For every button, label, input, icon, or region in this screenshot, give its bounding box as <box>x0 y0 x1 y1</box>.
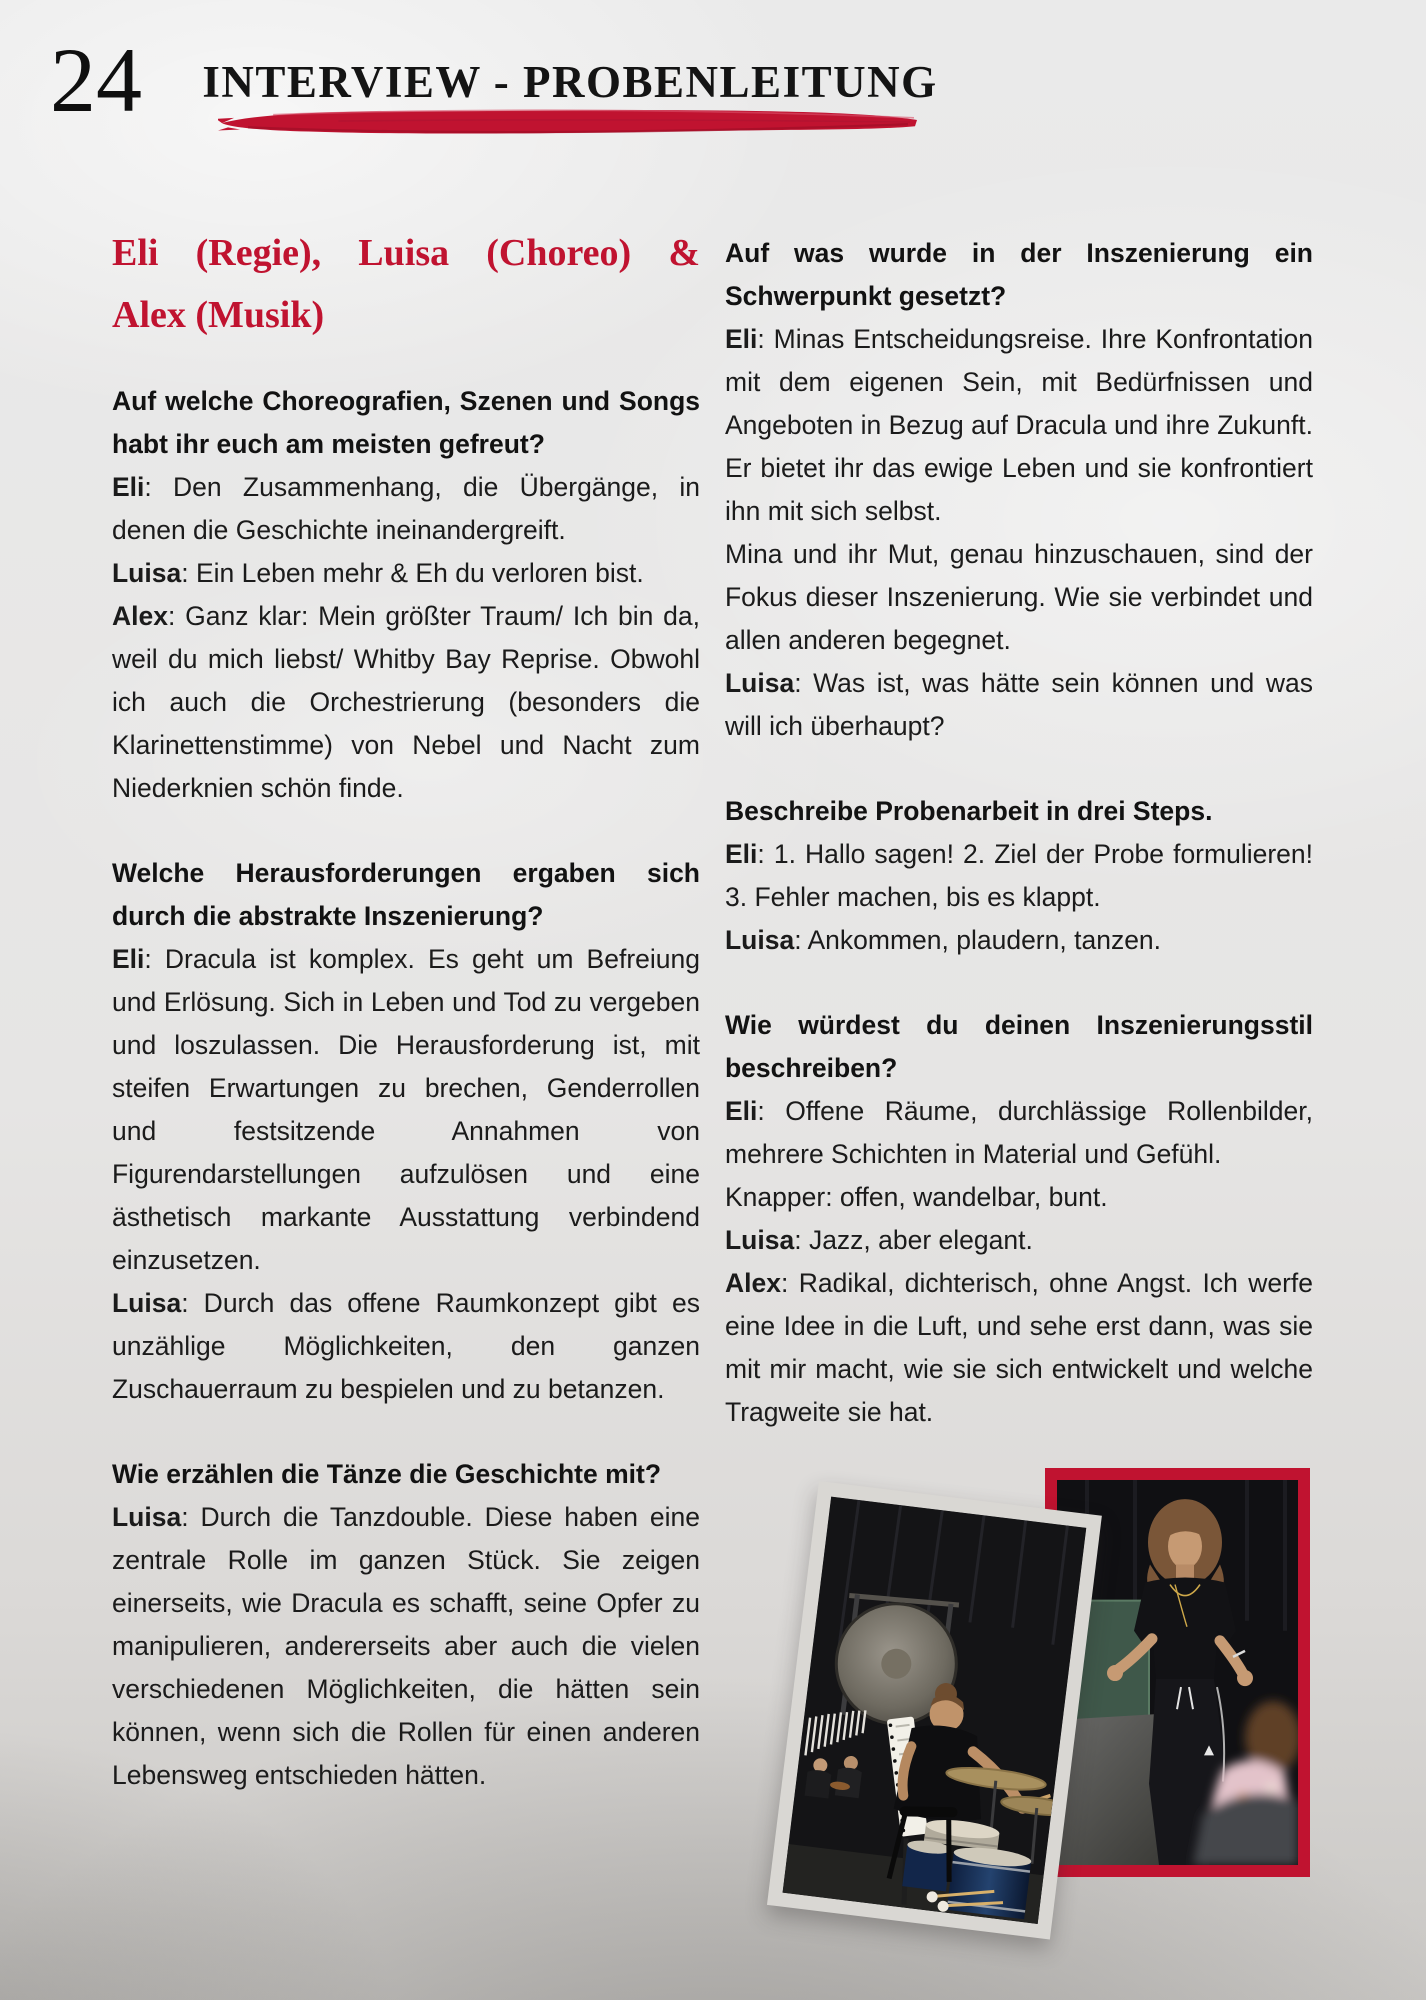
page-number: 24 <box>50 29 142 131</box>
speaker-name: Luisa <box>725 1225 795 1255</box>
question: Wie würdest du deinen Inszenierungsstil beschreiben? <box>725 1010 1313 1083</box>
answer-text: : Was ist, was hätte sein können und was will ich überhaupt? <box>725 668 1313 741</box>
question: Beschreibe Probenarbeit in drei Steps. <box>725 796 1213 826</box>
answer-text: : Radikal, dichterisch, ohne Angst. Ich werfe eine Idee in die Luft, und sehe erst dann, was sie mit mir macht, wie sie sich entwickelt und welche Tragweite sie hat. <box>725 1268 1313 1427</box>
question: Wie erzählen die Tänze die Geschichte mit? <box>112 1459 662 1489</box>
answer-paragraph <box>725 533 1313 662</box>
page-title: INTERVIEW - PROBENLEITUNG <box>202 57 938 107</box>
speaker-name: Alex <box>725 1268 781 1298</box>
interview-partners-heading <box>112 222 700 346</box>
answer-text: : Durch die Tanzdouble. Diese haben eine zentrale Rolle im ganzen Stück. Sie zeigen einerseits, wie Dracula es schafft, seine Opfer zu manipulieren, andererseits aber auch die vielen verschiedenen Möglichkeiten, die hätten sein können, wenn sich die Rollen für einen anderen Lebensweg entschieden hätten. <box>112 1502 700 1790</box>
photo-orchestra-drummer <box>767 1481 1102 1940</box>
answer-text: : Durch das offene Raumkonzept gibt es unzählige Möglichkeiten, den ganzen Zuschauerraum zu bespielen und zu betanzen. <box>112 1288 700 1404</box>
speaker-name: Luisa <box>112 1502 182 1532</box>
speaker-name: Luisa <box>112 1288 182 1318</box>
qa-block <box>725 1004 1313 1434</box>
speaker-name: Eli <box>725 839 758 869</box>
heading-line-2: Alex (Musik) <box>112 294 325 336</box>
answer-text: : Dracula ist komplex. Es geht um Befreiung und Erlösung. Sich in Leben und Tod zu vergeben und loszulassen. Die Herausforderung ist, mit steifen Erwartungen zu brechen, Genderrollen und festsitzende Annahmen von Figurendarstellungen aufzulösen und eine ästhetisch markante Ausstattung verbindend einzusetzen. <box>112 944 700 1275</box>
answer-paragraph <box>725 1090 1313 1176</box>
answer-text: : 1. Hallo sagen! 2. Ziel der Probe formulieren! 3. Fehler machen, bis es klappt. <box>725 839 1313 912</box>
answer-paragraph <box>112 1496 700 1797</box>
small-tom <box>902 1839 952 1892</box>
speaker-name: Alex <box>112 601 168 631</box>
right-column <box>725 232 1313 1434</box>
answer-text: : Den Zusammenhang, die Übergänge, in denen die Geschichte ineinandergreift. <box>112 472 700 545</box>
answer-paragraph <box>725 1176 1313 1219</box>
floor-tom <box>947 1844 1032 1919</box>
answer-paragraph <box>112 1282 700 1411</box>
answer-text: : Ein Leben mehr & Eh du verloren bist. <box>181 558 644 588</box>
answer-paragraph <box>725 1262 1313 1434</box>
drummer-photo-illustration <box>783 1497 1087 1924</box>
answer-paragraph <box>725 1219 1313 1262</box>
answer-paragraph <box>112 466 700 552</box>
answer-text: : Jazz, aber elegant. <box>794 1225 1033 1255</box>
answer-text: : Minas Entscheidungsreise. Ihre Konfrontation mit dem eigenen Sein, mit Bedürfnissen und Angeboten in Bezug auf Dracula und ihre Zukunft. Er bietet ihr das ewige Leben und sie konfrontiert ihn mit sich selbst. <box>725 324 1313 526</box>
speaker-name: Luisa <box>725 925 795 955</box>
answer-paragraph <box>725 318 1313 533</box>
answer-text: Mina und ihr Mut, genau hinzuschauen, sind der Fokus dieser Inszenierung. Wie sie verbindet und allen anderen begegnet. <box>725 539 1313 655</box>
drummer-photo-inner <box>783 1497 1087 1924</box>
answer-paragraph <box>725 662 1313 748</box>
answer-text: : Ganz klar: Mein größter Traum/ Ich bin da, weil du mich liebst/ Whitby Bay Reprise. Obwohl ich auch die Orchestrierung (besonders die Klarinettenstimme) von Nebel und Nacht zum Niederknien schön finde. <box>112 601 700 803</box>
heading-line-1: Eli (Regie), Luisa (Choreo) & <box>112 232 700 274</box>
brush-stroke-underline <box>218 102 920 140</box>
speaker-name: Luisa <box>725 668 795 698</box>
qa-block <box>112 380 700 810</box>
qa-block <box>112 1453 700 1797</box>
question: Auf was wurde in der Inszenierung ein Schwerpunkt gesetzt? <box>725 238 1313 311</box>
answer-text: Knapper: offen, wandelbar, bunt. <box>725 1182 1108 1212</box>
answer-paragraph <box>725 833 1313 919</box>
qa-block <box>112 852 700 1411</box>
answer-text: : Ankommen, plaudern, tanzen. <box>794 925 1162 955</box>
speaker-name: Eli <box>725 1096 758 1126</box>
speaker-name: Eli <box>112 944 145 974</box>
answer-paragraph <box>112 938 700 1282</box>
question: Auf welche Choreografien, Szenen und Songs habt ihr euch am meisten gefreut? <box>112 386 700 459</box>
qa-block <box>725 232 1313 748</box>
speaker-name: Eli <box>112 472 145 502</box>
qa-block <box>725 790 1313 962</box>
question: Welche Herausforderungen ergaben sich durch die abstrakte Inszenierung? <box>112 858 700 931</box>
answer-text: : Offene Räume, durchlässige Rollenbilder, mehrere Schichten in Material und Gefühl. <box>725 1096 1313 1169</box>
left-column <box>112 222 700 1797</box>
answer-paragraph <box>112 552 700 595</box>
answer-paragraph <box>725 919 1313 962</box>
answer-paragraph <box>112 595 700 810</box>
speaker-name: Luisa <box>112 558 182 588</box>
speaker-name: Eli <box>725 324 758 354</box>
